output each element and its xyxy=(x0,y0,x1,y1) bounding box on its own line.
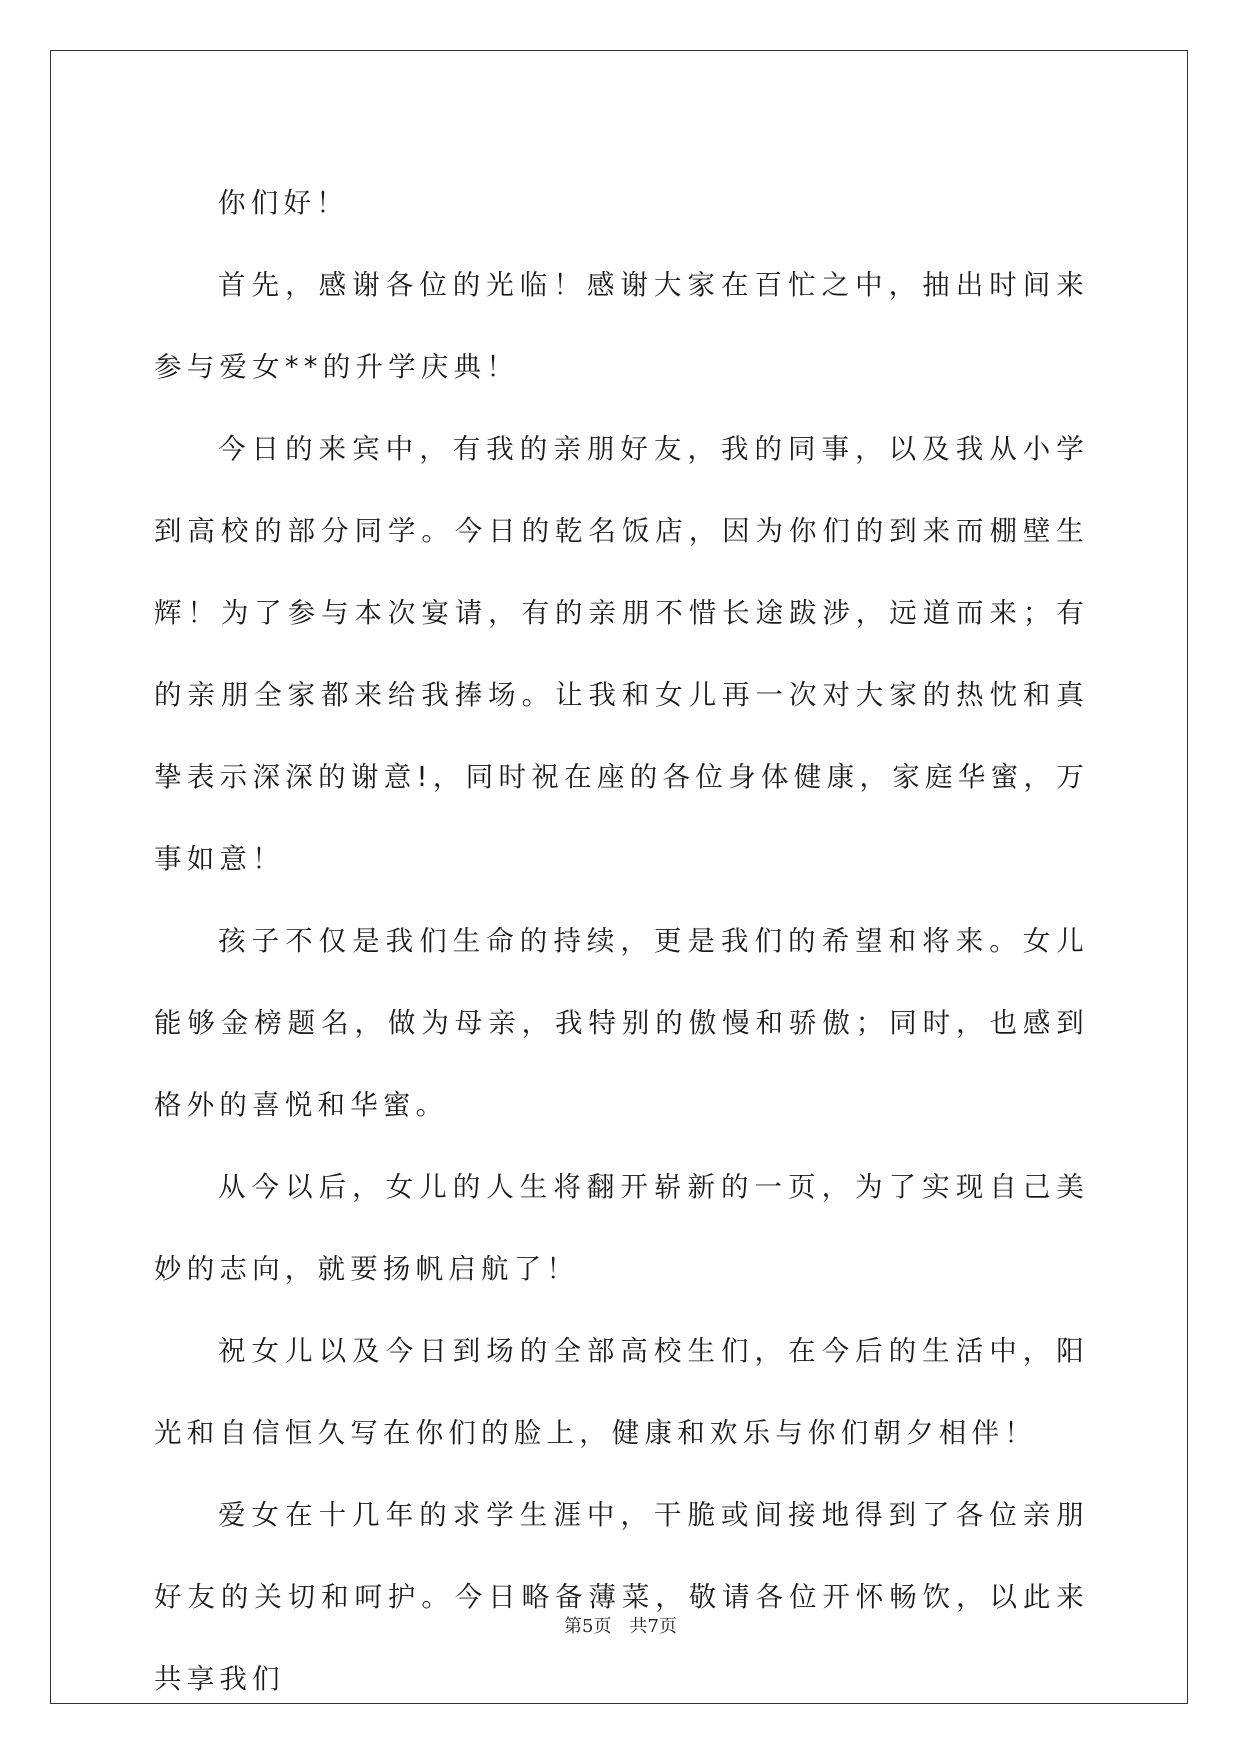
paragraph-future: 从今以后，女儿的人生将翻开崭新的一页，为了实现自己美妙的志向，就要扬帆启航了！ xyxy=(154,1171,1089,1285)
paragraph-thanks: 首先，感谢各位的光临！感谢大家在百忙之中，抽出时间来参与爱女**的升学庆典！ xyxy=(154,269,1089,383)
page-total: 共7页 xyxy=(629,1616,677,1637)
paragraph-wishes: 祝女儿以及今日到场的全部高校生们，在今后的生活中，阳光和自信恒久写在你们的脸上，健康和欢乐与你们朝夕相伴！ xyxy=(154,1335,1089,1449)
document-body xyxy=(154,162,1089,1720)
paragraph-children: 孩子不仅是我们生命的持续，更是我们的希望和将来。女儿能够金榜题名，做为母亲，我特别的傲慢和骄傲；同时，也感到格外的喜悦和华蜜。 xyxy=(154,925,1089,1121)
paragraph-guests: 今日的来宾中，有我的亲朋好友，我的同事，以及我从小学到高校的部分同学。今日的乾名饭店，因为你们的到来而棚壁生辉！为了参与本次宴请，有的亲朋不惜长途跋涉，远道而来；有的亲朋全家都来给我捧场。让我和女儿再一次对大家的热忱和真挚表示深深的谢意!，同时祝在座的各位身体健康，家庭华蜜，万事如意！ xyxy=(154,433,1089,875)
paragraph-greeting: 你们好！ xyxy=(218,187,349,219)
page-footer xyxy=(0,1612,1241,1638)
page-number: 第5页 xyxy=(564,1616,612,1637)
paragraph-closing: 爱女在十几年的求学生涯中，干脆或间接地得到了各位亲朋好友的关切和呵护。今日略备薄菜，敬请各位开怀畅饮，以此来共享我们 xyxy=(154,1499,1089,1695)
